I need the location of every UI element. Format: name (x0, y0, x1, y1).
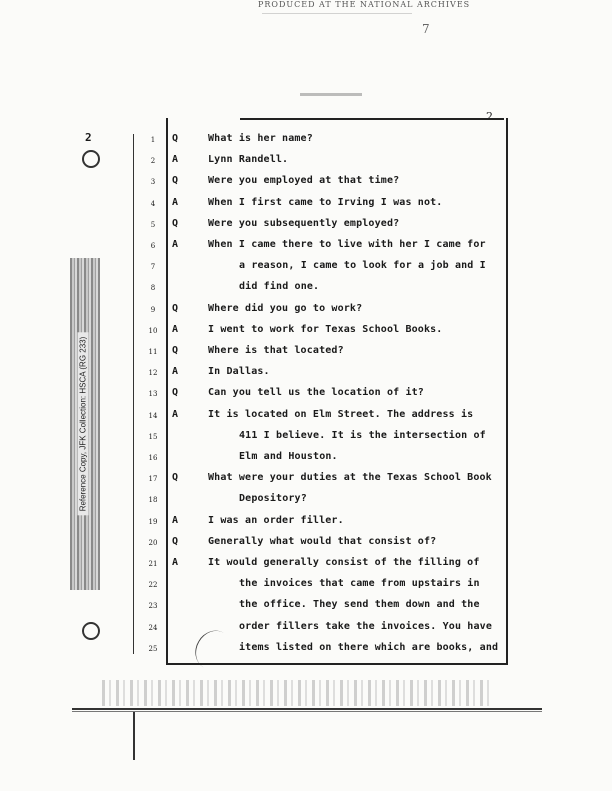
line-text: Can you tell us the location of it? (208, 387, 424, 399)
line-text: Were you subsequently employed? (208, 217, 400, 229)
line-number: 16 (148, 454, 158, 462)
speaker-label: Q (172, 302, 179, 314)
speaker-label: Q (172, 175, 179, 187)
transcript-line (0, 387, 612, 407)
line-text: Were you employed at that time? (208, 175, 400, 187)
transcript-line (0, 366, 612, 386)
line-text: Generally what would that consist of? (208, 535, 437, 547)
bottom-rule (72, 708, 542, 710)
line-text: Where is that located? (208, 345, 344, 356)
line-number: 21 (148, 560, 158, 568)
speaker-label: Q (172, 535, 179, 547)
line-text: 411 I believe. It is the intersection of (239, 429, 486, 441)
line-number: 1 (150, 136, 156, 144)
transcript-line (0, 557, 612, 577)
line-number: 3 (150, 178, 156, 187)
speaker-label: Q (172, 217, 179, 229)
line-number: 25 (148, 644, 158, 653)
line-number: 11 (148, 348, 158, 356)
speaker-label: Q (172, 345, 179, 356)
transcript-line (0, 621, 612, 641)
header-underline (262, 13, 412, 14)
speaker-label: Q (172, 472, 179, 484)
speaker-label: A (172, 557, 179, 568)
transcript-line (0, 197, 612, 217)
transcript-line (0, 578, 612, 598)
outer-page-number: 2 (85, 131, 92, 144)
transcript-line (0, 493, 612, 513)
transcript-line (0, 281, 612, 301)
transcript-line (0, 239, 612, 259)
line-number: 23 (148, 602, 158, 611)
line-number: 17 (148, 475, 158, 484)
line-text: I was an order filler. (208, 514, 344, 526)
collection-stamp: Reference Copy, JFK Collection: HSCA (RG 233) (78, 333, 89, 516)
line-number: 18 (148, 496, 158, 505)
speaker-label: A (172, 154, 179, 166)
transcript-line (0, 642, 612, 662)
line-number: 19 (148, 517, 158, 526)
line-text: a reason, I came to look for a job and I (239, 260, 486, 272)
corner-page-number: 2 (486, 110, 493, 123)
line-text: Where did you go to work? (208, 302, 363, 314)
speaker-label: A (172, 408, 179, 420)
transcript-line (0, 451, 612, 471)
transcript-line (0, 154, 612, 174)
line-text: Depository? (239, 493, 307, 505)
transcript-line (0, 133, 612, 153)
archive-stamp: PRODUCED AT THE NATIONAL ARCHIVES (258, 0, 471, 9)
line-text: I went to work for Texas School Books. (208, 323, 443, 335)
line-number: 5 (150, 220, 156, 229)
top-smudge (300, 93, 362, 96)
line-number: 7 (150, 263, 156, 272)
line-text: It would generally consist of the filling of (208, 557, 480, 568)
line-text: What were your duties at the Texas School Book (208, 472, 492, 484)
line-number: 4 (150, 199, 156, 208)
line-number: 6 (150, 242, 156, 250)
line-text: When I first came to Irving I was not. (208, 196, 443, 208)
line-text: order fillers take the invoices. You have (239, 620, 492, 632)
line-text: the office. They send them down and the (239, 599, 480, 611)
transcript-line (0, 409, 612, 429)
handwritten-mark: 7 (422, 22, 430, 36)
line-number: 8 (150, 284, 156, 293)
speaker-label: A (172, 196, 179, 208)
line-text: What is her name? (208, 133, 313, 144)
line-number: 9 (150, 305, 156, 314)
line-text: When I came there to live with her I came for (208, 239, 486, 250)
line-text: Lynn Randell. (208, 154, 289, 166)
bottom-rule-secondary (72, 711, 542, 712)
speaker-label: A (172, 323, 179, 335)
line-text: It is located on Elm Street. The address is (208, 408, 474, 420)
speaker-label: Q (172, 133, 179, 144)
line-number: 13 (148, 390, 158, 399)
speaker-label: A (172, 514, 179, 526)
line-number: 24 (148, 623, 158, 632)
line-text: did find one. (239, 281, 320, 293)
transcript-line (0, 599, 612, 619)
line-text: the invoices that came from upstairs in (239, 578, 480, 590)
line-number: 10 (148, 326, 158, 335)
speaker-label: Q (172, 387, 179, 399)
line-text: In Dallas. (208, 366, 270, 378)
transcript-line (0, 175, 612, 195)
line-number: 15 (148, 432, 158, 441)
line-number: 2 (150, 157, 156, 166)
bottom-scan-noise (102, 680, 492, 706)
transcript-line (0, 536, 612, 556)
transcript-line (0, 472, 612, 492)
line-text: items listed on there which are books, and (239, 641, 499, 653)
transcript-line (0, 324, 612, 344)
speaker-label: A (172, 239, 179, 250)
line-number: 12 (148, 369, 158, 378)
transcript-line (0, 260, 612, 280)
line-number: 22 (148, 581, 158, 590)
line-number: 20 (148, 538, 158, 547)
transcript-line (0, 303, 612, 323)
transcript-line (0, 430, 612, 450)
line-text: Elm and Houston. (239, 451, 338, 462)
transcript-line (0, 345, 612, 365)
bottom-stem-line (133, 712, 135, 760)
line-number: 14 (148, 411, 158, 420)
transcript-line (0, 515, 612, 535)
speaker-label: A (172, 366, 179, 378)
transcript-line (0, 218, 612, 238)
